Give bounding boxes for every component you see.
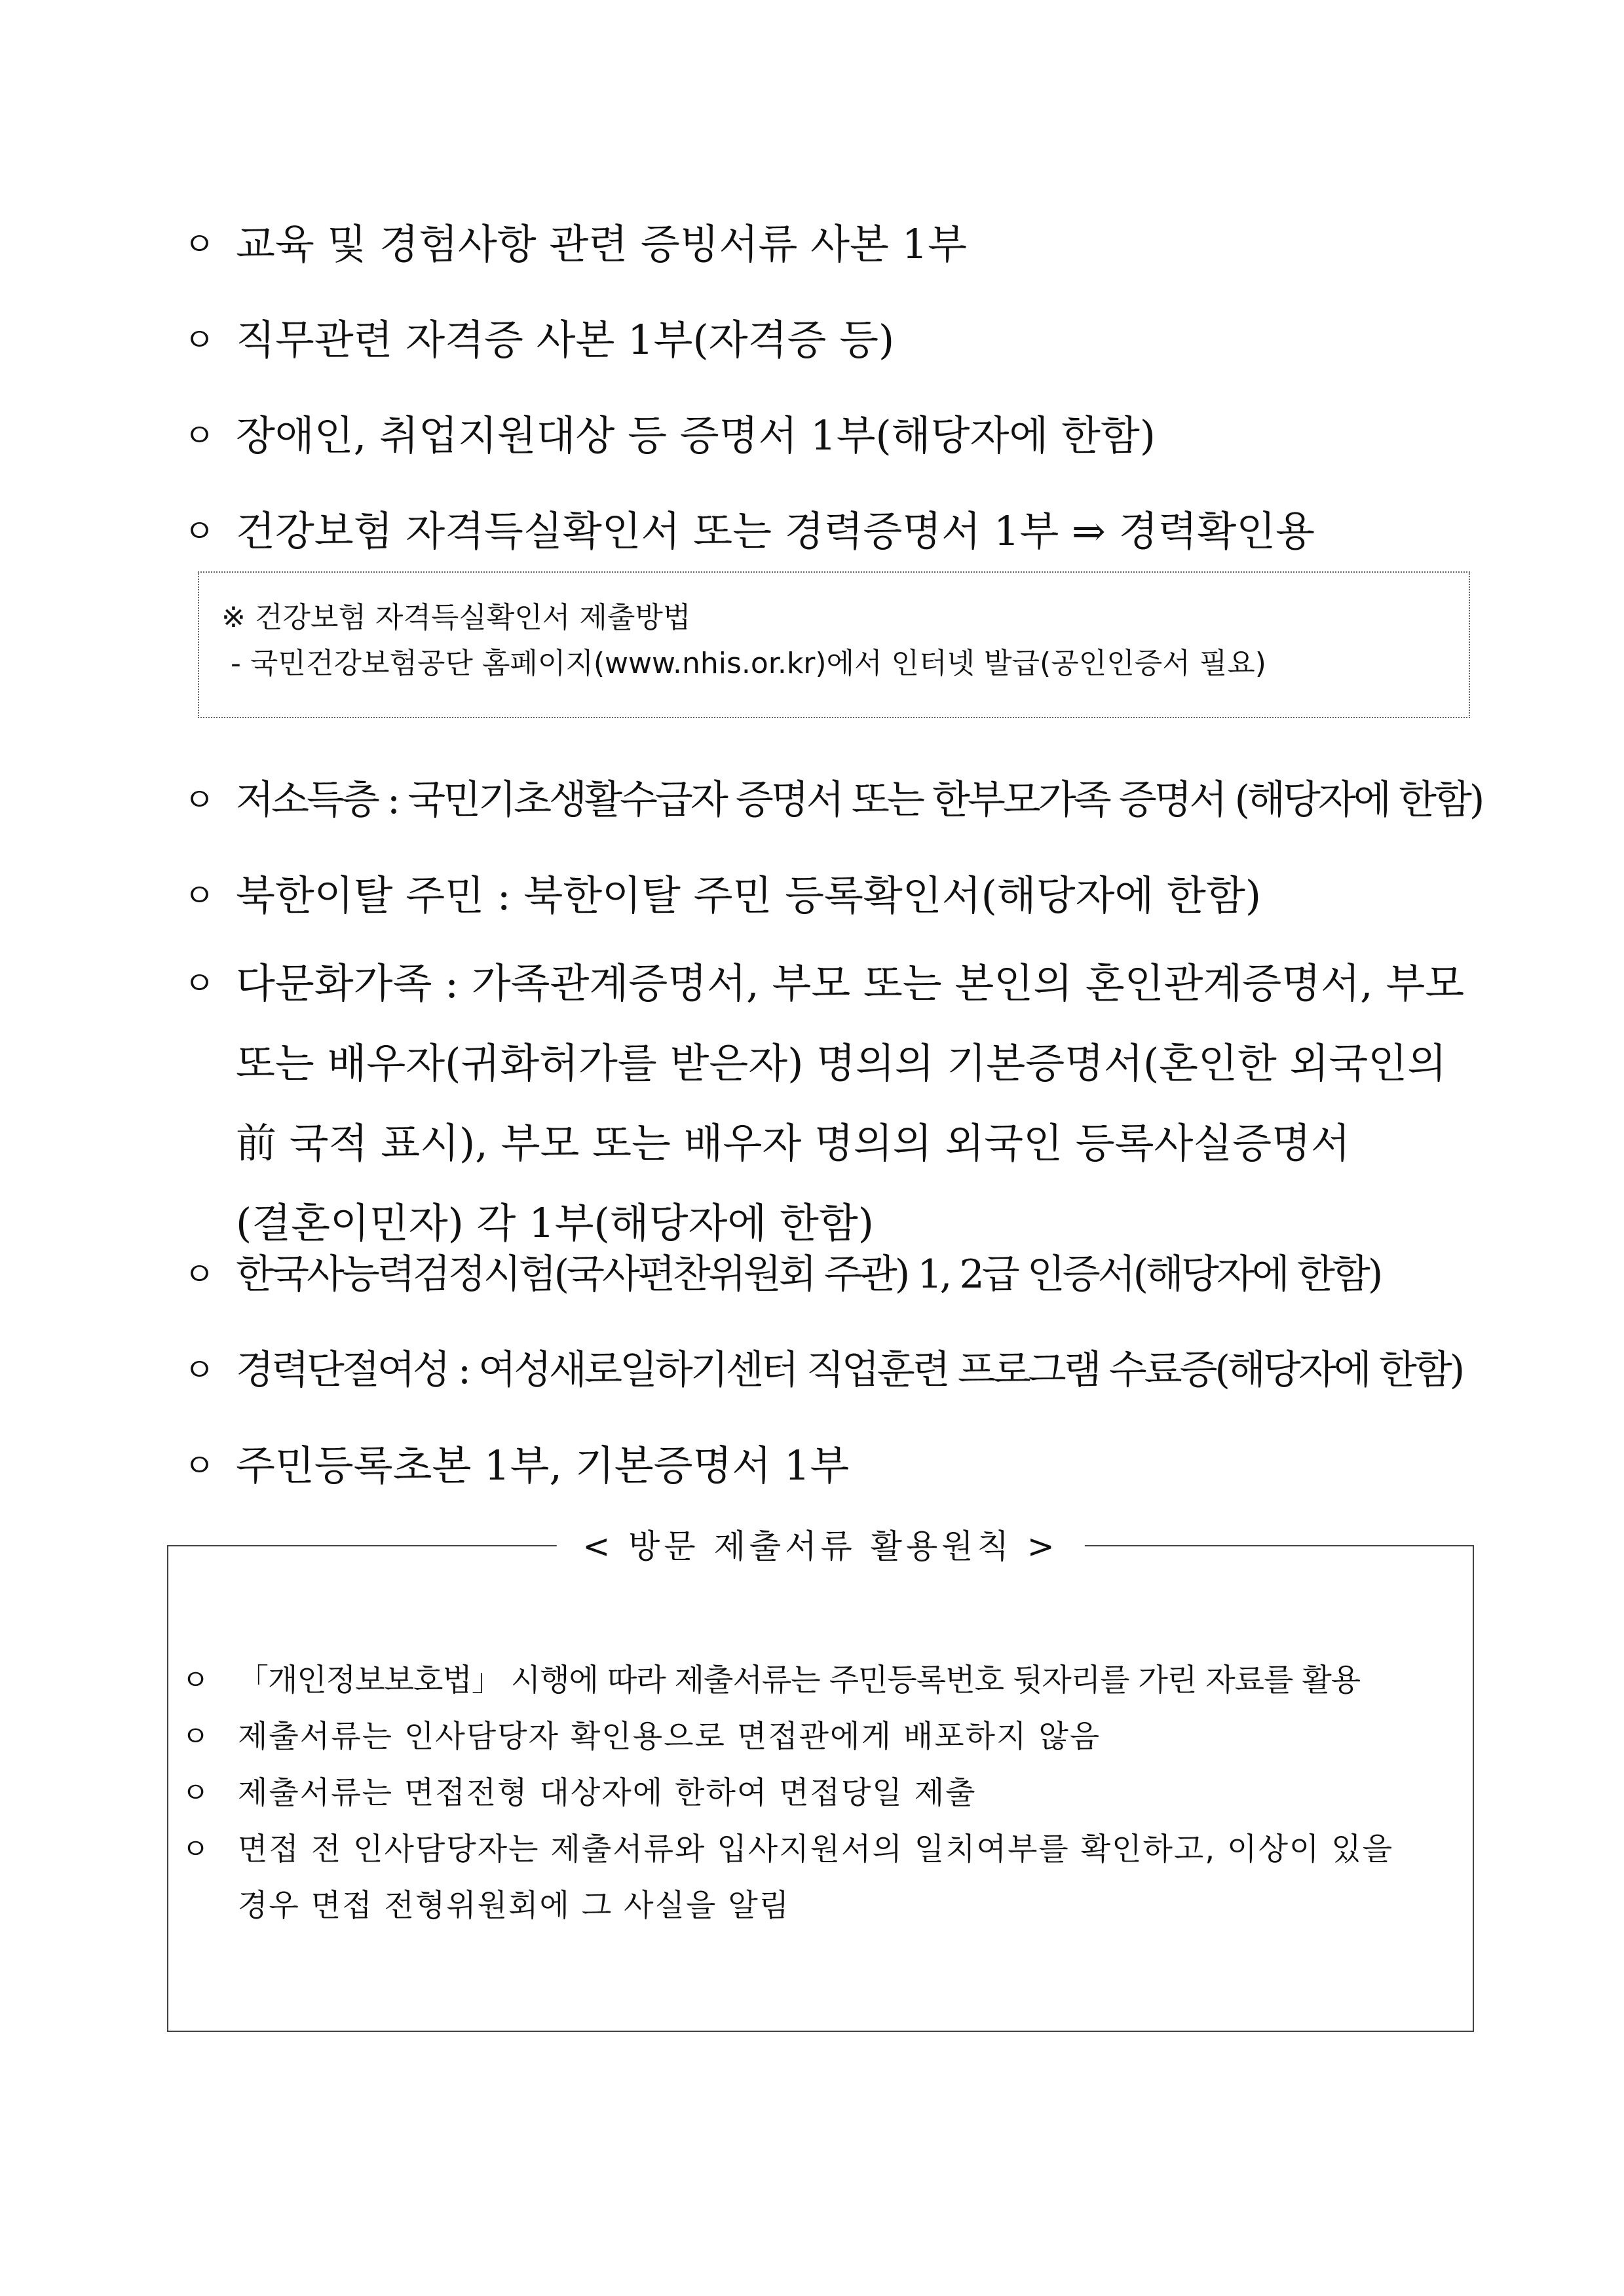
list-item bbox=[181, 1765, 1459, 1822]
note-title: ※ 건강보험 자격득실확인서 제출방법 bbox=[221, 601, 691, 634]
list-item bbox=[183, 848, 1487, 944]
bullet-icon: ㅇ bbox=[181, 1776, 211, 1810]
list-item bbox=[183, 197, 1487, 292]
list-item-text: 주민등록초본 1부, 기본증명서 1부 bbox=[236, 1442, 850, 1489]
list-item-text: 다문화가족 : 가족관계증명서, 부모 또는 본인의 혼인관계증명서, 부모 또는 배우자(귀화허가를 받은자) 명의의 기본증명서(혼인한 외국인의 前 국적 표시), 부모 또는 배우자 명의의 외국인 등록사실증명서 (결혼이민자) 각 1부(해당자에 한함) bbox=[236, 959, 1477, 1247]
list-item-text: 교육 및 경험사항 관련 증빙서류 사본 1부 bbox=[236, 220, 967, 268]
list-item-text: 건강보험 자격득실확인서 또는 경력증명서 1부 ⇒ 경력확인용 bbox=[236, 507, 1315, 555]
list-item-text: 제출서류는 인사담당자 확인용으로 면접관에게 배포하지 않음 bbox=[238, 1719, 1101, 1755]
list-item bbox=[183, 944, 1487, 1263]
list-item bbox=[183, 388, 1487, 484]
note-box bbox=[198, 571, 1470, 718]
bullet-icon: ㅇ bbox=[183, 417, 216, 455]
bullet-icon: ㅇ bbox=[183, 965, 216, 1003]
list-item-text: 한국사능력검정시험(국사편찬위원회 주관) 1, 2급 인증서(해당자에 한함) bbox=[236, 1252, 1381, 1297]
list-item bbox=[181, 1653, 1459, 1709]
list-item bbox=[183, 484, 1487, 579]
bullet-icon: ㅇ bbox=[181, 1664, 211, 1697]
list-item-text: 「개인정보보호법」 시행에 따라 제출서류는 주민등록번호 뒷자리를 가린 자료를 활용 bbox=[238, 1662, 1361, 1698]
list-item bbox=[183, 1418, 1487, 1514]
list-item bbox=[183, 752, 1487, 848]
bullet-icon: ㅇ bbox=[183, 225, 216, 263]
list-item-text: 북한이탈 주민 : 북한이탈 주민 등록확인서(해당자에 한함) bbox=[236, 871, 1262, 919]
list-item-text: 장애인, 취업지원대상 등 증명서 1부(해당자에 한함) bbox=[236, 411, 1156, 459]
bullet-icon: ㅇ bbox=[183, 321, 216, 359]
list-item bbox=[183, 1227, 1487, 1322]
bullet-icon: ㅇ bbox=[183, 781, 216, 819]
list-item-text: 제출서류는 면접전형 대상자에 한하여 면접당일 제출 bbox=[238, 1775, 977, 1811]
list-item bbox=[181, 1822, 1459, 1934]
list-item bbox=[183, 292, 1487, 388]
bullet-icon: ㅇ bbox=[183, 1351, 216, 1389]
list-item-text: 경력단절여성 : 여성새로일하기센터 직업훈련 프로그램 수료증(해당자에 한함) bbox=[236, 1347, 1463, 1393]
list-item-text: 저소득층 : 국민기초생활수급자 증명서 또는 한부모가족 증명서 (해당자에 한함) bbox=[236, 777, 1482, 823]
bullet-icon: ㅇ bbox=[183, 1255, 216, 1293]
bullet-icon: ㅇ bbox=[183, 512, 216, 550]
principles-box bbox=[167, 1527, 1474, 2032]
bullet-icon: ㅇ bbox=[181, 1720, 211, 1753]
list-item-text: 직무관련 자격증 사본 1부(자격증 등) bbox=[236, 316, 895, 364]
bullet-icon: ㅇ bbox=[181, 1833, 211, 1866]
bullet-icon: ㅇ bbox=[183, 1447, 216, 1485]
list-item bbox=[183, 1322, 1487, 1418]
list-item-text: 면접 전 인사담당자는 제출서류와 입사지원서의 일치여부를 확인하고, 이상이 있을 경우 면접 전형위원회에 그 사실을 알림 bbox=[238, 1831, 1405, 1924]
note-detail: - 국민건강보험공단 홈페이지(www.nhis.or.kr)에서 인터넷 발급(공인인증서 필요) bbox=[221, 647, 1266, 680]
bullet-icon: ㅇ bbox=[183, 877, 216, 915]
list-item bbox=[181, 1709, 1459, 1765]
principles-title: < 방문 제출서류 활용원칙 > bbox=[556, 1523, 1084, 1570]
